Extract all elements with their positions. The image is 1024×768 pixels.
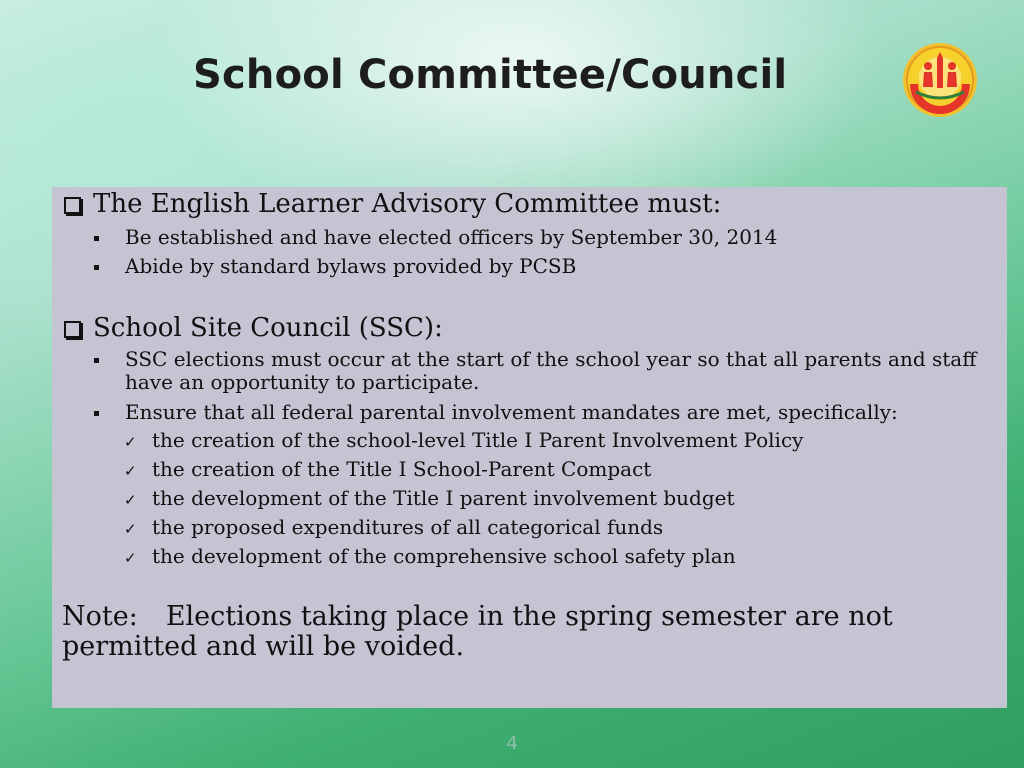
list-item-text: SSC elections must occur at the start of the school year so that all parents and staff have an opportunity to participate. [125, 347, 977, 394]
page-number: 4 [506, 733, 518, 754]
square-bullet-icon [94, 358, 99, 363]
check-item [124, 428, 803, 452]
content-panel [52, 187, 1007, 708]
list-item-text: Abide by standard bylaws provided by PCSB [125, 254, 577, 278]
check-item-text: the development of the Title I parent involvement budget [152, 486, 735, 510]
checkmark-icon: ✓ [124, 491, 137, 509]
list-item-text: Be established and have elected officers by September 30, 2014 [125, 225, 778, 249]
district-seal-logo [902, 42, 978, 118]
elac-heading [64, 189, 721, 219]
check-item [124, 457, 651, 481]
slide-title: School Committee/Council [193, 52, 788, 98]
check-item-text: the proposed expenditures of all categorical funds [152, 515, 664, 539]
checkmark-icon: ✓ [124, 520, 137, 538]
note-paragraph [62, 602, 1002, 662]
elac-heading-text: The English Learner Advisory Committee must: [93, 189, 722, 219]
checkbox-bullet-icon [64, 321, 81, 338]
check-item [124, 515, 663, 539]
note-text: Elections taking place in the spring semester are not permitted and will be voided. [62, 601, 893, 662]
checkbox-bullet-icon [64, 197, 81, 214]
checkmark-icon: ✓ [124, 433, 137, 451]
square-bullet-icon [94, 411, 99, 416]
note-label: Note: [62, 601, 138, 632]
check-item-text: the development of the comprehensive school safety plan [152, 544, 736, 568]
check-item-text: the creation of the school-level Title I Parent Involvement Policy [152, 428, 804, 452]
square-bullet-icon [94, 236, 99, 241]
check-item [124, 544, 736, 568]
ssc-heading-text: School Site Council (SSC): [93, 313, 443, 343]
list-item-text: Ensure that all federal parental involvement mandates are met, specifically: [125, 400, 898, 424]
checkmark-icon: ✓ [124, 549, 137, 567]
square-bullet-icon [94, 265, 99, 270]
check-item [124, 486, 735, 510]
ssc-heading [64, 313, 443, 343]
checkmark-icon: ✓ [124, 462, 137, 480]
check-item-text: the creation of the Title I School-Parent Compact [152, 457, 652, 481]
